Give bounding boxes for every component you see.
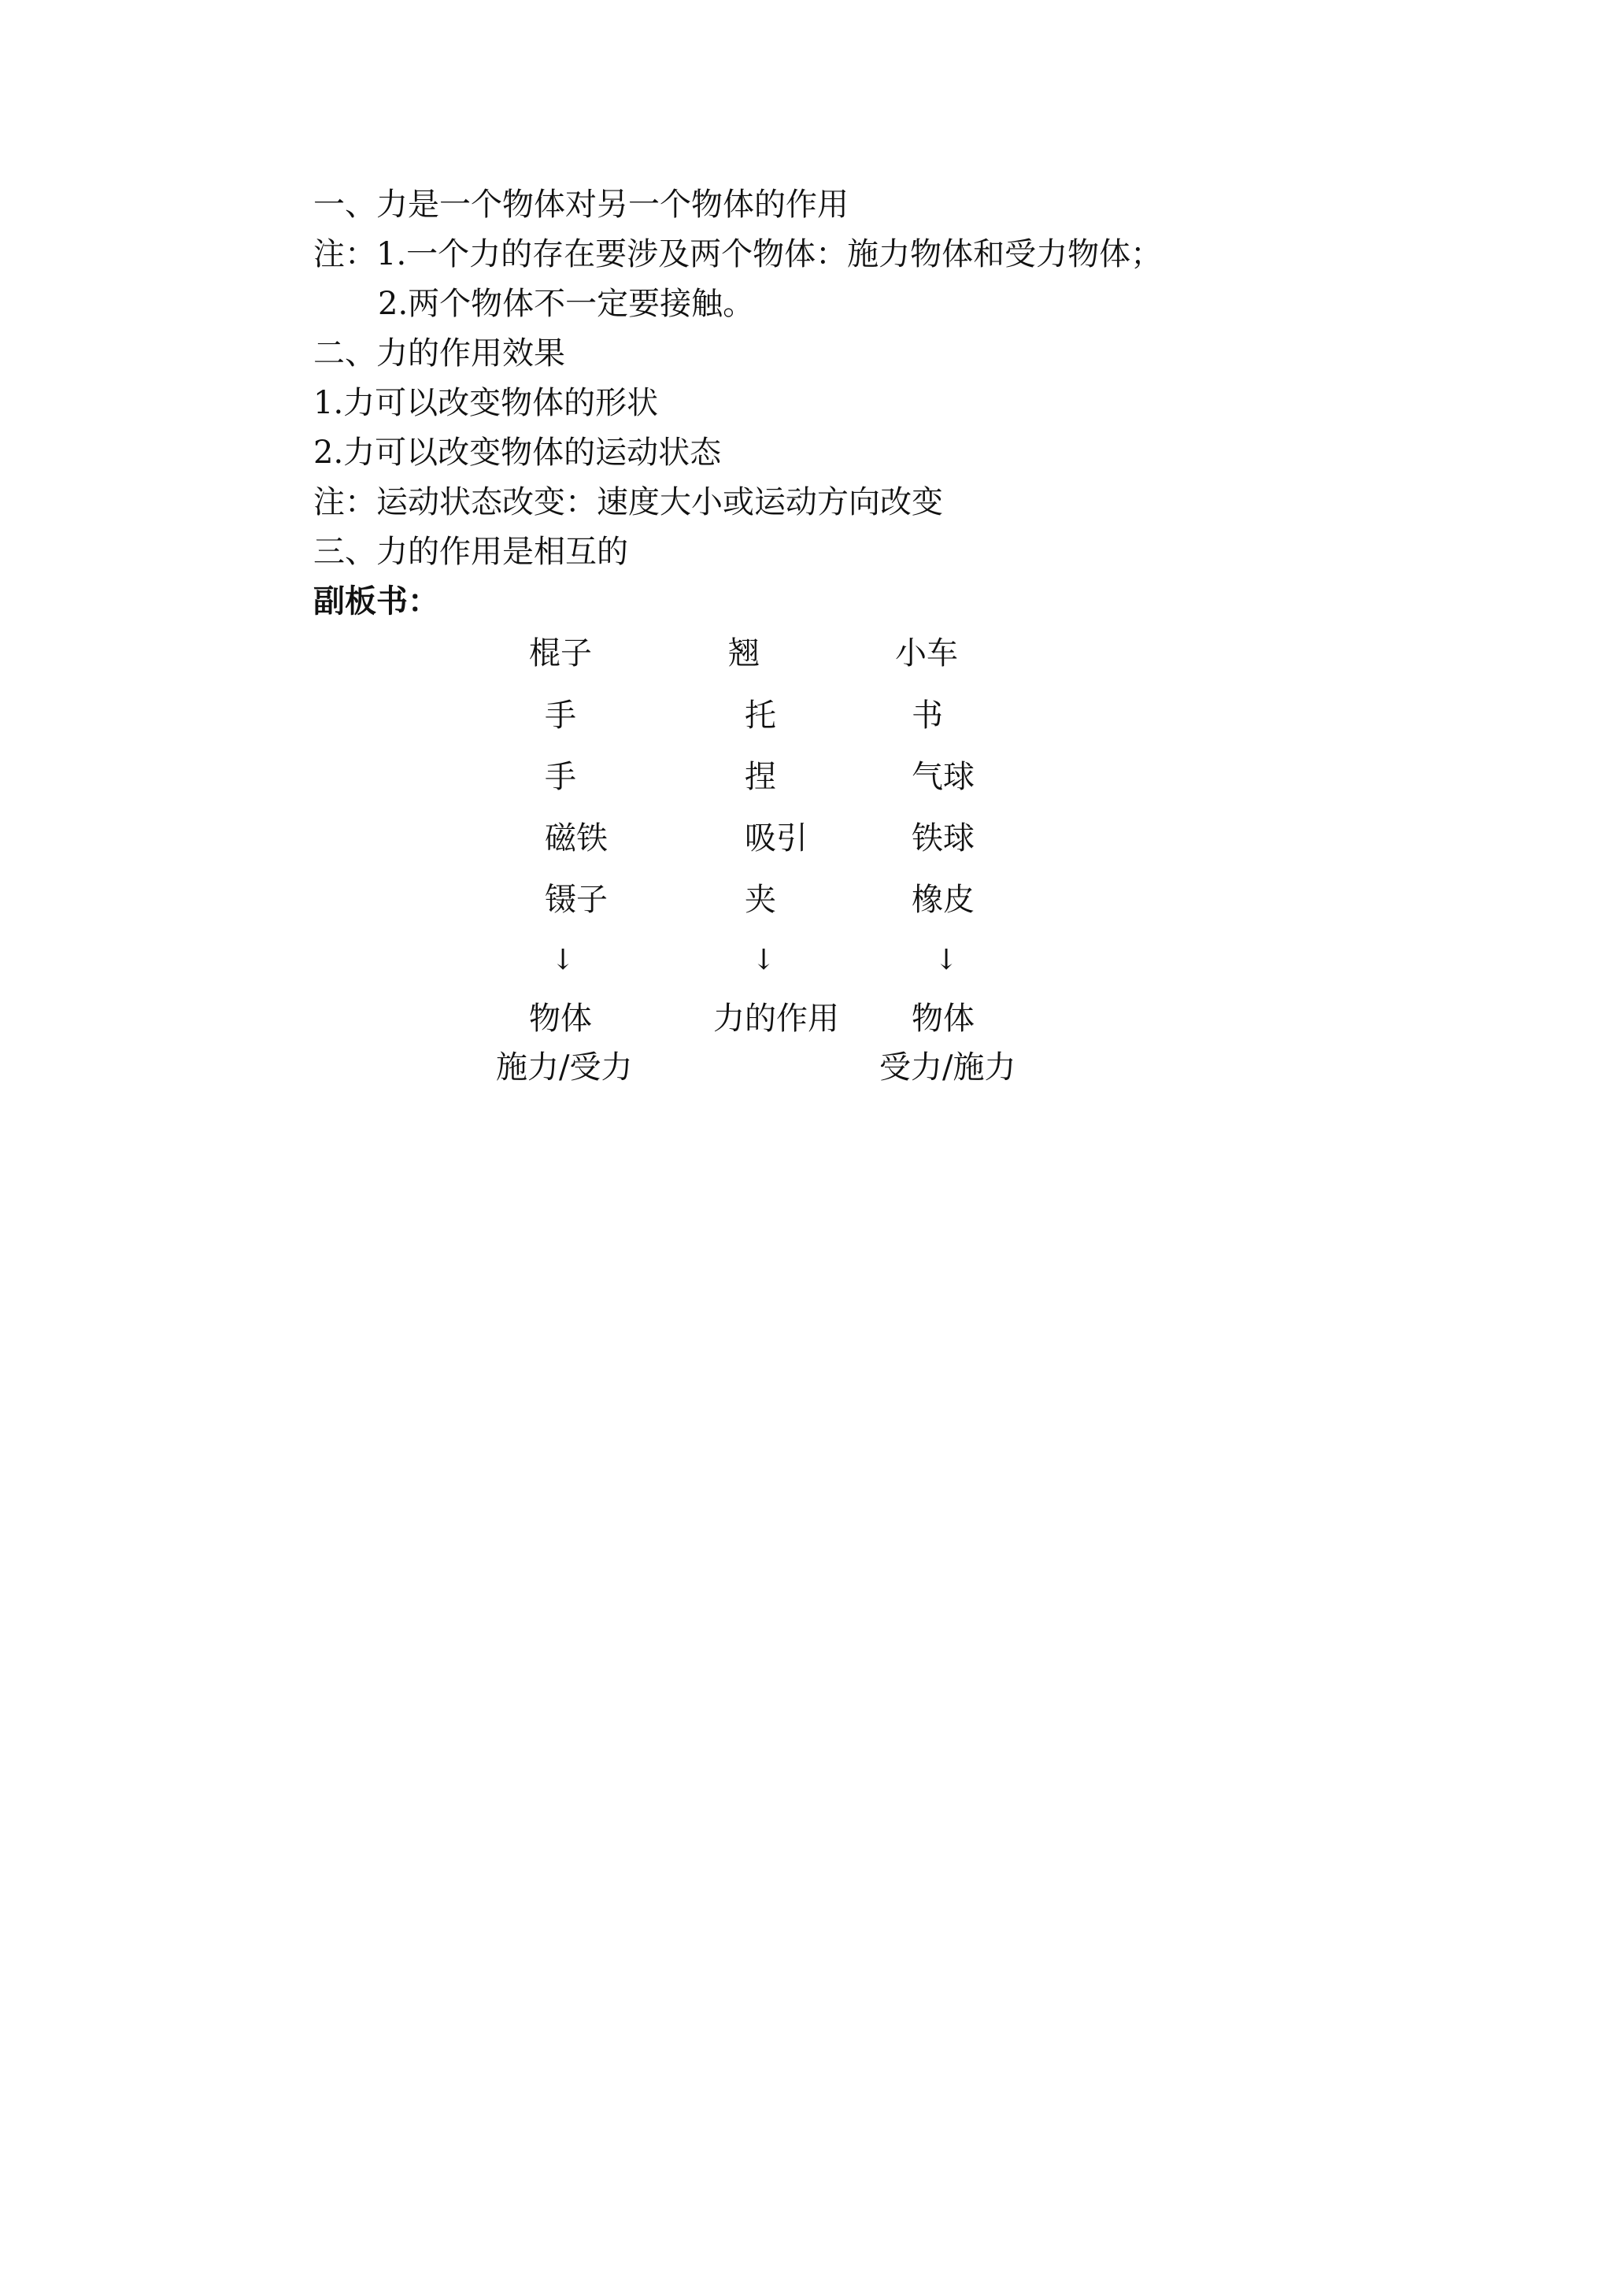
board-cell: 手 (545, 759, 576, 795)
board-cell: 棍子 (529, 635, 592, 672)
board-cell: 橡皮 (912, 882, 975, 918)
sub-board-label: 副板书： (313, 583, 439, 620)
board-cell: 小车 (895, 635, 958, 672)
heading-force-effects: 二、力的作用效果 (313, 335, 565, 372)
effect-change-motion: 2.力可以改变物体的运动状态 (313, 435, 722, 471)
heading-mutual-force: 三、力的作用是相互的 (313, 534, 628, 570)
board-cell: 吸引 (745, 820, 808, 857)
board-cell: 铁球 (912, 820, 975, 857)
board-cell: 书 (912, 697, 943, 734)
board-cell: 气球 (912, 759, 975, 795)
board-cell: 手 (545, 697, 576, 734)
heading-force-definition: 一、力是一个物体对另一个物体的作用 (313, 187, 849, 223)
force-action-label: 力的作用 (713, 1001, 839, 1037)
board-cell: 托 (745, 697, 776, 734)
note-motion-change: 注：运动状态改变：速度大小或运动方向改变 (313, 484, 943, 520)
object-label: 物体 (529, 1001, 592, 1037)
note-no-contact: 2.两个物体不一定要接触。 (378, 286, 755, 322)
role-label-right: 受力/施力 (879, 1049, 1016, 1086)
down-arrow-icon: ↓ (551, 944, 575, 976)
note-two-objects: 注：1.一个力的存在要涉及两个物体：施力物体和受力物体； (313, 236, 1163, 272)
board-cell: 镊子 (545, 882, 608, 918)
board-cell: 翘 (728, 635, 760, 672)
board-cell: 磁铁 (545, 820, 608, 857)
down-arrow-icon: ↓ (934, 944, 959, 976)
down-arrow-icon: ↓ (752, 944, 776, 976)
board-cell: 夹 (745, 882, 776, 918)
role-label-left: 施力/受力 (496, 1049, 633, 1086)
object-label: 物体 (912, 1001, 975, 1037)
board-cell: 捏 (745, 759, 776, 795)
effect-change-shape: 1.力可以改变物体的形状 (313, 385, 659, 421)
